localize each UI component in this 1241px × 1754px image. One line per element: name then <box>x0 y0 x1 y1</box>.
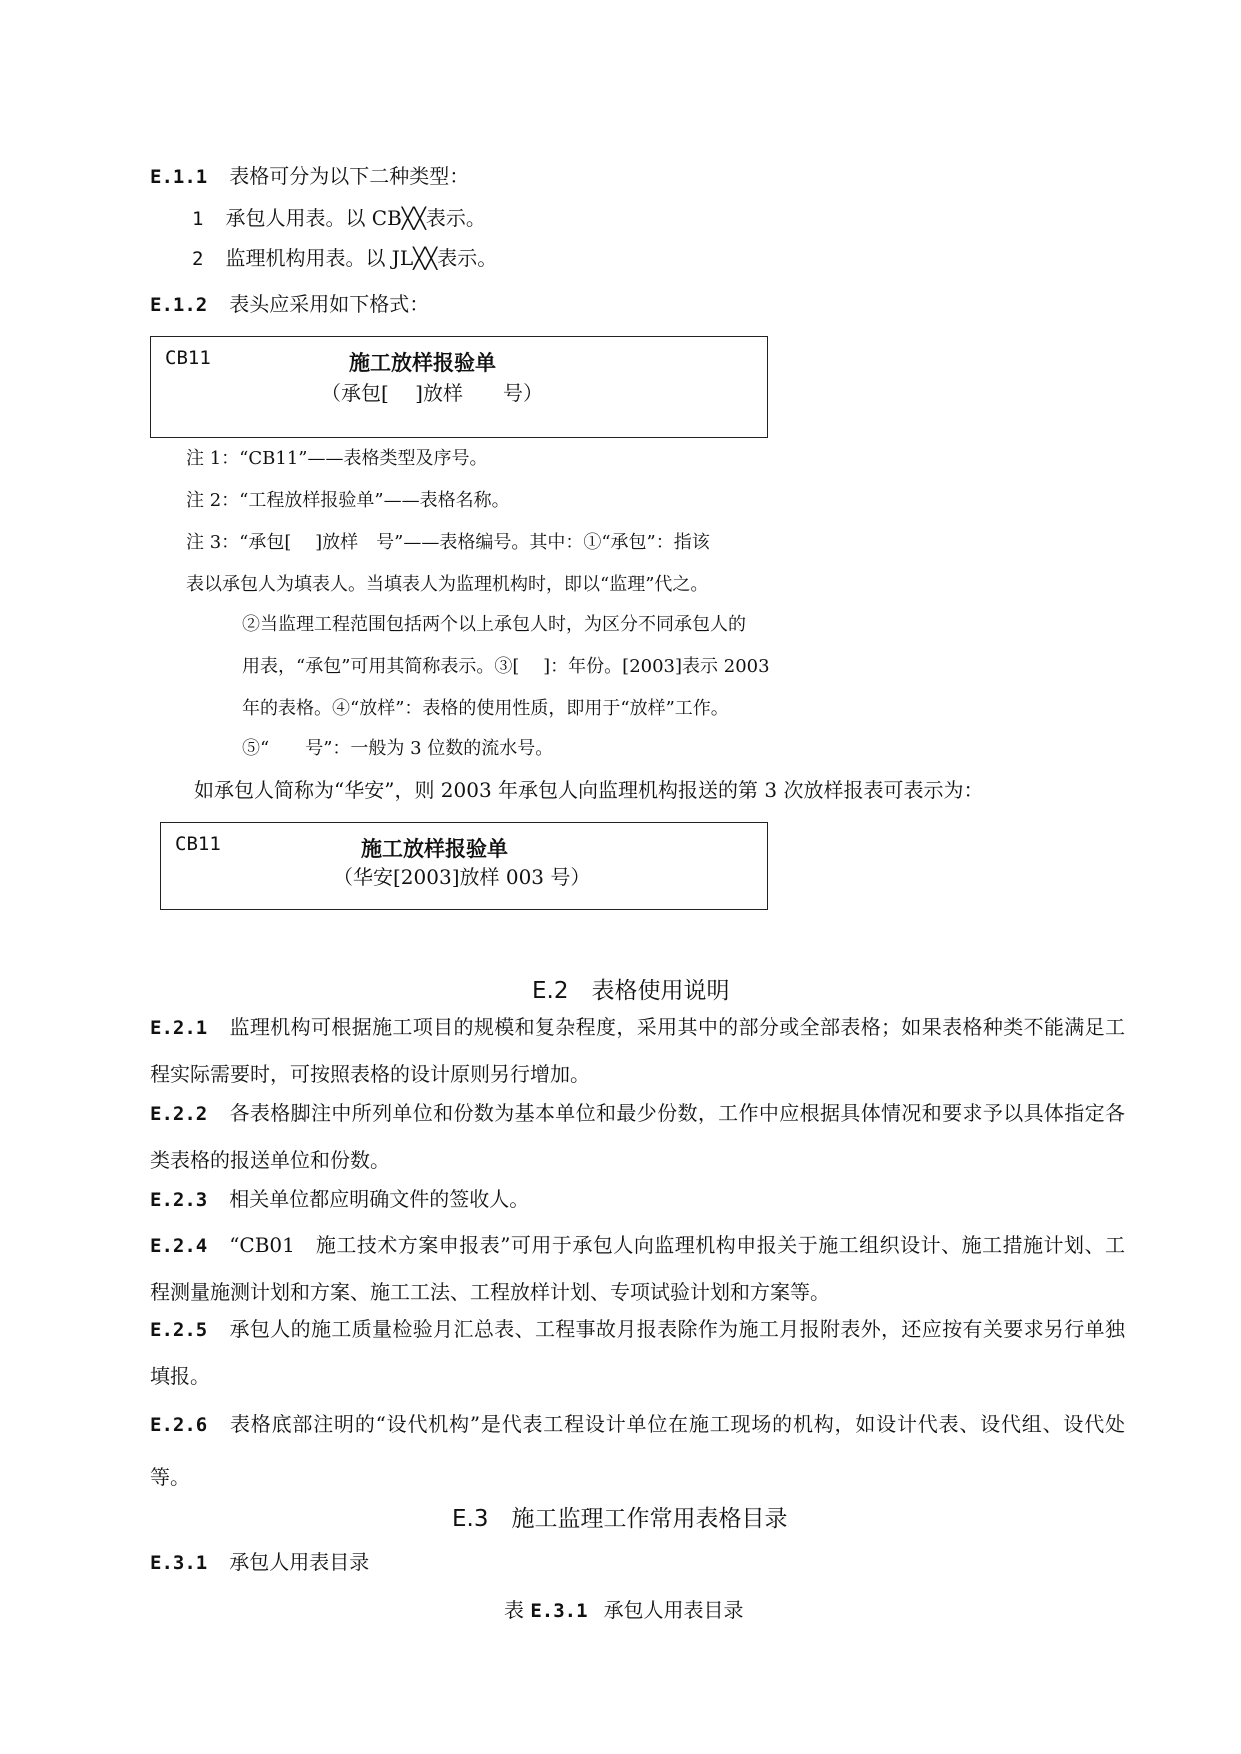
table-caption-text: 承包人用表目录 <box>603 1598 744 1622</box>
clause-number: E.2.4 <box>150 1235 208 1257</box>
form-number: （华安[2003]放样 003 号） <box>333 865 591 889</box>
list-item <box>192 242 497 271</box>
note-line: ②当监理工程范围包括两个以上承包人时，为区分不同承包人的 <box>242 614 746 635</box>
note-line: 表以承包人为填表人。当填表人为监理机构时，即以“监理”代之。 <box>186 574 709 595</box>
table-caption <box>504 1594 744 1623</box>
example-intro: 如承包人简称为“华安”，则 2003 年承包人向监理机构报送的第 3 次放样报表可表示为： <box>194 778 984 802</box>
form-title: 施工放样报验单 <box>361 837 508 861</box>
clause-e22 <box>150 1090 1125 1183</box>
note-line: 注 2：“工程放样报验单”——表格名称。 <box>186 490 510 511</box>
clause-text: 承包人用表目录 <box>229 1550 370 1574</box>
note-line: ⑤“ 号”：一般为 3 位数的流水号。 <box>242 738 554 759</box>
clause-text: 各表格脚注中所列单位和份数为基本单位和最少份数，工作中应根据具体情况和要求予以具体指定各类表格的报送单位和份数。 <box>150 1101 1125 1172</box>
note-line: 注 3：“承包[ ]放样 号”——表格编号。其中：①“承包”：指该 <box>186 532 710 553</box>
clause-text: 表格底部注明的“设代机构”是代表工程设计单位在施工现场的机构，如设计代表、设代组、设代处等。 <box>150 1412 1125 1489</box>
list-item-text: 承包人用表。以 CB╳╳表示。 <box>225 206 486 230</box>
clause-text: 表格可分为以下二种类型： <box>229 164 470 188</box>
clause-number: E.3.1 <box>150 1552 208 1574</box>
clause-e12 <box>150 288 429 317</box>
list-item-text: 监理机构用表。以 JL╳╳表示。 <box>225 246 498 270</box>
list-item-number: 2 <box>192 248 204 270</box>
table-caption-number: E.3.1 <box>530 1600 588 1622</box>
clause-e25 <box>150 1306 1125 1399</box>
clause-number: E.2.2 <box>150 1103 208 1125</box>
clause-e21 <box>150 1004 1125 1097</box>
section-heading-e3: E.3 施工监理工作常用表格目录 <box>452 1506 788 1532</box>
clause-e23 <box>150 1176 1125 1223</box>
clause-text: 监理机构可根据施工项目的规模和复杂程度，采用其中的部分或全部表格；如果表格种类不能满足工程实际需要时，可按照表格的设计原则另行增加。 <box>150 1015 1125 1086</box>
note-line: 用表，“承包”可用其简称表示。③[ ]：年份。[2003]表示 2003 <box>242 656 770 677</box>
clause-e11 <box>150 160 469 189</box>
clause-number: E.2.3 <box>150 1189 208 1211</box>
section-heading-e2: E.2 表格使用说明 <box>532 978 730 1004</box>
clause-text: “CB01 施工技术方案申报表”可用于承包人向监理机构申报关于施工组织设计、施工措施计划、工程测量施测计划和方案、施工工法、工程放样计划、专项试验计划和方案等。 <box>150 1233 1125 1304</box>
clause-number: E.2.1 <box>150 1017 208 1039</box>
header-example-box <box>160 822 768 910</box>
clause-e31 <box>150 1546 369 1575</box>
clause-number: E.2.6 <box>150 1414 208 1436</box>
table-caption-prefix: 表 <box>504 1598 524 1622</box>
clause-text: 相关单位都应明确文件的签收人。 <box>229 1187 530 1211</box>
form-number: （承包[ ]放样 号） <box>321 381 543 405</box>
note-line: 年的表格。④“放样”：表格的使用性质，即用于“放样”工作。 <box>242 698 729 719</box>
note-line: 注 1：“CB11”——表格类型及序号。 <box>186 448 488 469</box>
list-item-number: 1 <box>192 208 204 230</box>
header-format-box <box>150 336 768 438</box>
clause-number: E.2.5 <box>150 1319 208 1341</box>
form-title: 施工放样报验单 <box>349 351 496 375</box>
form-code: CB11 <box>165 347 211 369</box>
clause-e24 <box>150 1222 1125 1315</box>
form-code: CB11 <box>175 833 221 855</box>
clause-number: E.1.1 <box>150 166 208 188</box>
list-item <box>192 202 486 231</box>
clause-text: 承包人的施工质量检验月汇总表、工程事故月报表除作为施工月报附表外，还应按有关要求另行单独填报。 <box>150 1317 1125 1388</box>
clause-e26 <box>150 1398 1125 1503</box>
clause-number: E.1.2 <box>150 294 208 316</box>
clause-text: 表头应采用如下格式： <box>229 292 430 316</box>
